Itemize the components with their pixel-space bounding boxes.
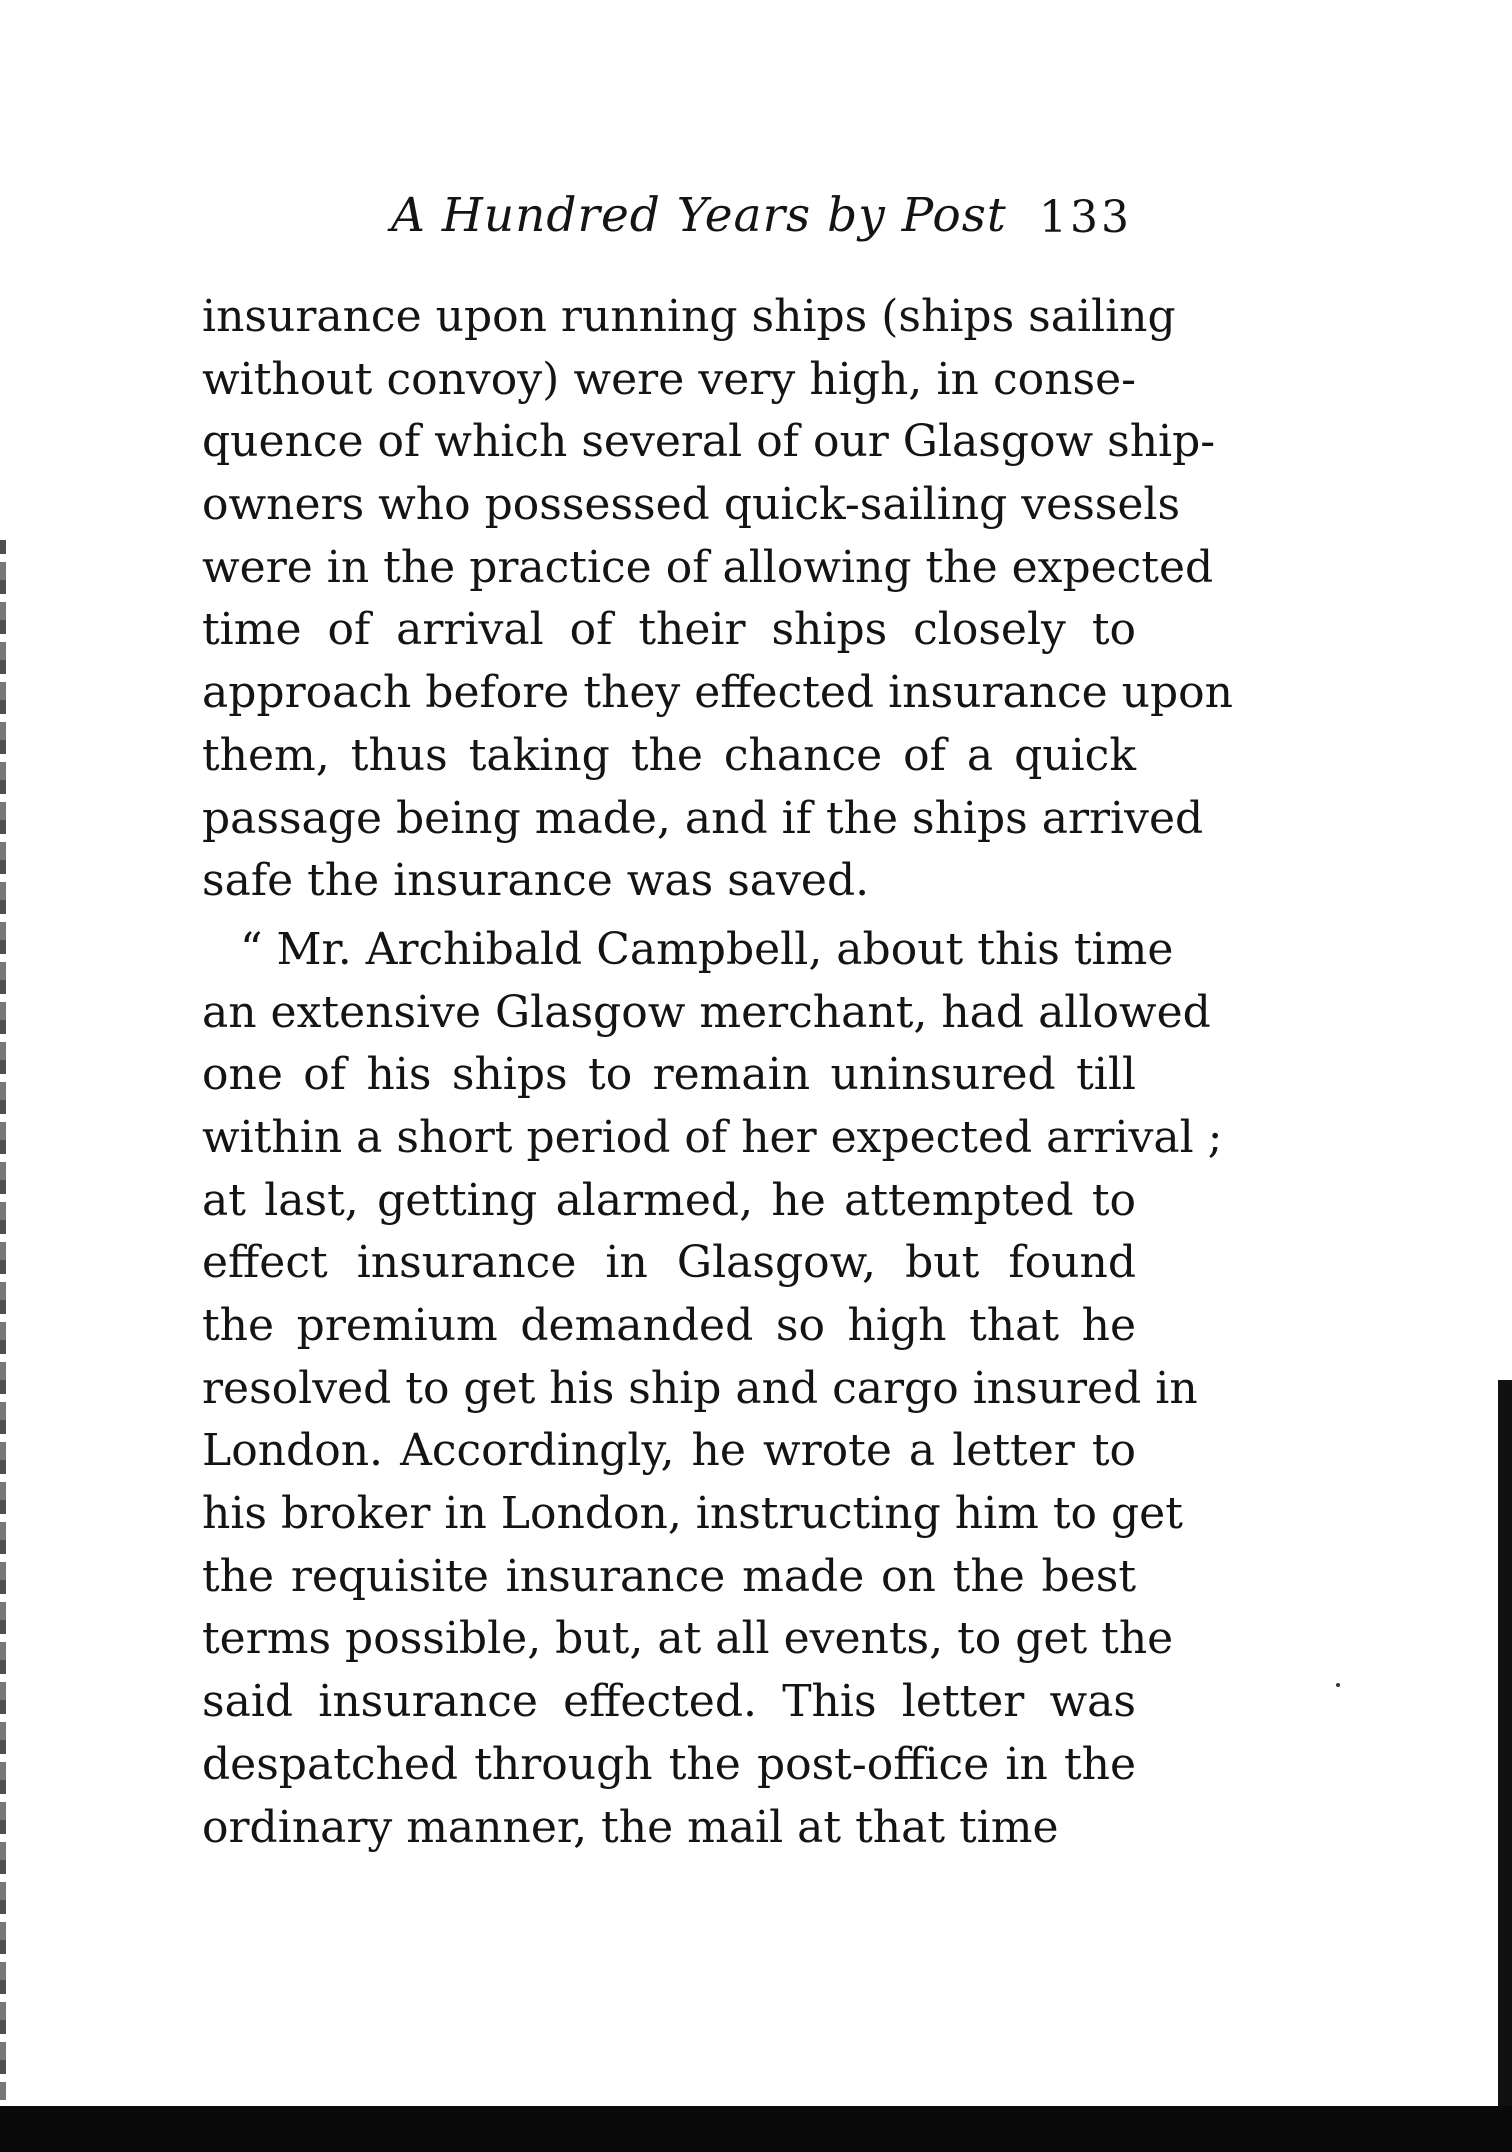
scan-left-edge — [0, 540, 6, 2100]
text-line: said insurance effected. This letter was — [202, 1676, 1136, 1728]
text-line: ordinary manner, the mail at that time — [202, 1801, 1059, 1853]
text-line: quence of which several of our Glasgow ship- — [202, 416, 1216, 468]
text-line: them, thus taking the chance of a quick — [202, 729, 1136, 781]
text-line: despatched through the post-office in the — [202, 1738, 1136, 1790]
text-line: the requisite insurance made on the best — [202, 1550, 1136, 1602]
text-line: London. Accordingly, he wrote a letter to — [202, 1425, 1136, 1477]
paragraph — [202, 919, 1223, 1859]
text-line: an extensive Glasgow merchant, had allowed — [202, 986, 1211, 1038]
running-title: A Hundred Years by Post — [391, 188, 1007, 243]
scan-speck — [1336, 1683, 1340, 1687]
text-line: insurance upon running ships (ships sailing — [202, 291, 1176, 342]
text-line: at last, getting alarmed, he attempted to — [202, 1174, 1136, 1226]
text-line: were in the practice of allowing the expected — [202, 541, 1214, 593]
scan-right-edge — [1498, 1380, 1512, 2120]
text-line: within a short period of her expected arrival ; — [202, 1111, 1223, 1163]
text-line: time of arrival of their ships closely to — [202, 604, 1136, 656]
text-line: one of his ships to remain uninsured till — [202, 1049, 1136, 1101]
paragraph — [202, 286, 1234, 913]
text-line: “ Mr. Archibald Campbell, about this time — [240, 923, 1174, 975]
text-line: terms possible, but, at all events, to get the — [202, 1613, 1174, 1665]
page-body — [202, 286, 1234, 1859]
scan-bottom-edge — [0, 2106, 1512, 2152]
text-line: his broker in London, instructing him to get — [202, 1488, 1183, 1540]
text-line: the premium demanded so high that he — [202, 1300, 1136, 1351]
text-line: resolved to get his ship and cargo insured in — [202, 1362, 1198, 1414]
text-line: without convoy) were very high, in conse- — [202, 353, 1136, 405]
text-line: safe the insurance was saved. — [202, 855, 870, 907]
text-line: passage being made, and if the ships arrived — [202, 792, 1204, 844]
text-line: approach before they effected insurance upon — [202, 667, 1234, 719]
text-line: effect insurance in Glasgow, but found — [202, 1237, 1136, 1289]
page-number: 133 — [1039, 192, 1132, 243]
page-header — [391, 188, 1131, 248]
text-line: owners who possessed quick-sailing vessels — [202, 479, 1181, 531]
